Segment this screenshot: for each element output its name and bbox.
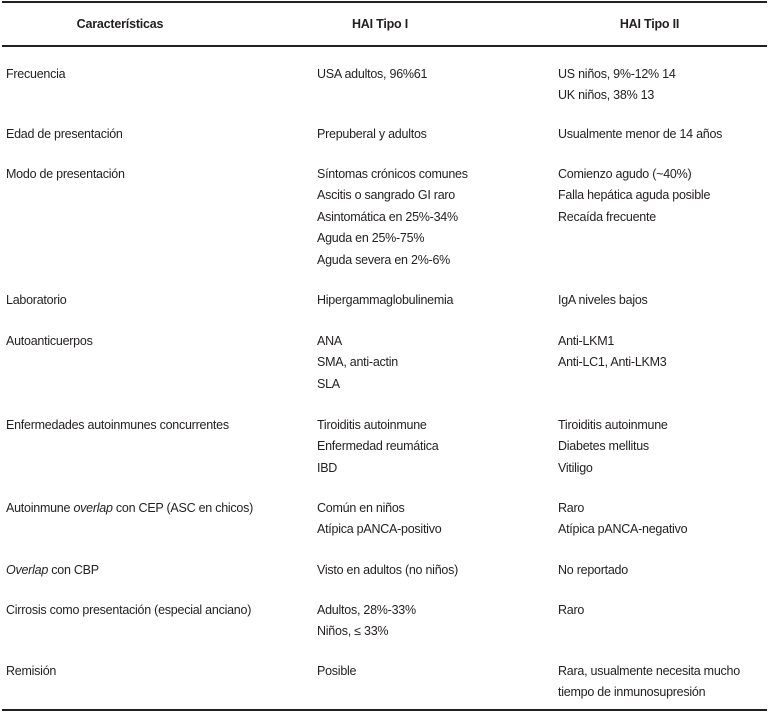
table-row <box>0 331 769 415</box>
table-row <box>0 600 769 661</box>
row-label: Overlap con CBP <box>6 563 99 577</box>
row-label: Laboratorio <box>6 293 67 307</box>
row-label: Modo de presentación <box>6 167 125 181</box>
table-row <box>0 290 769 331</box>
table-header-row <box>0 0 769 46</box>
hai-tipo-1-cell: USA adultos, 96%61 <box>317 67 428 81</box>
table-row <box>0 124 769 164</box>
row-label: Autoinmune overlap con CEP (ASC en chicos) <box>6 501 254 515</box>
hai-tipo-2-cell: Anti-LKM1 Anti-LC1, Anti-LKM3 <box>558 334 667 370</box>
table-body <box>0 64 769 703</box>
row-label: Remisión <box>6 664 57 678</box>
row-label: Autoanticuerpos <box>6 334 93 348</box>
hai-tipo-2-cell: Usualmente menor de 14 años <box>558 127 723 141</box>
table-row <box>0 560 769 600</box>
hai-tipo-1-cell: Visto en adultos (no niños) <box>317 563 459 577</box>
hai-tipo-1-cell: Adultos, 28%-33% Niños, ≤ 33% <box>317 603 416 639</box>
table-bottom-rule <box>2 709 767 711</box>
hai-tipo-1-cell: Prepuberal y adultos <box>317 127 427 141</box>
hai-tipo-2-cell: US niños, 9%-12% 14 UK niños, 38% 13 <box>558 67 676 103</box>
table-header-rule <box>2 45 767 47</box>
hai-tipo-1-cell: ANA SMA, anti-actin SLA <box>317 334 399 391</box>
table-row <box>0 415 769 498</box>
table-row <box>0 164 769 290</box>
row-label: Frecuencia <box>6 67 66 81</box>
hai-tipo-2-cell: Comienzo agudo (~40%) Falla hepática aguda posible Recaída frecuente <box>558 167 711 224</box>
hai-tipo-2-cell: IgA niveles bajos <box>558 293 648 307</box>
hai-tipo-2-cell: Raro <box>558 603 585 617</box>
hai-tipo-1-cell: Hipergammaglobulinemia <box>317 293 454 307</box>
table-row <box>0 64 769 124</box>
hai-tipo-2-cell: Raro Atípica pANCA-negativo <box>558 501 688 537</box>
table-row <box>0 661 769 703</box>
hai-tipo-1-cell: Común en niños Atípica pANCA-positivo <box>317 501 442 537</box>
row-label: Enfermedades autoinmunes concurrentes <box>6 418 229 432</box>
table-row <box>0 498 769 560</box>
hai-tipo-1-cell: Tiroiditis autoinmune Enfermedad reumática IBD <box>317 418 439 475</box>
hai-tipo-2-cell: No reportado <box>558 563 628 577</box>
header-hai-tipo-2: HAI Tipo II <box>619 17 680 31</box>
header-hai-tipo-1: HAI Tipo I <box>351 17 409 31</box>
hai-tipo-2-cell: Rara, usualmente necesita mucho tiempo de inmunosupresión <box>558 664 740 700</box>
row-label: Cirrosis como presentación (especial anciano) <box>6 603 252 617</box>
row-label: Edad de presentación <box>6 127 123 141</box>
hai-tipo-1-cell: Síntomas crónicos comunes Ascitis o sangrado GI raro Asintomática en 25%-34% Aguda en 25%-75% Aguda severa en 2%-6% <box>317 167 468 267</box>
header-caracteristicas: Características <box>76 17 164 31</box>
hai-tipo-1-cell: Posible <box>317 664 357 678</box>
hai-tipo-2-cell: Tiroiditis autoinmune Diabetes mellitus Vitiligo <box>558 418 668 475</box>
